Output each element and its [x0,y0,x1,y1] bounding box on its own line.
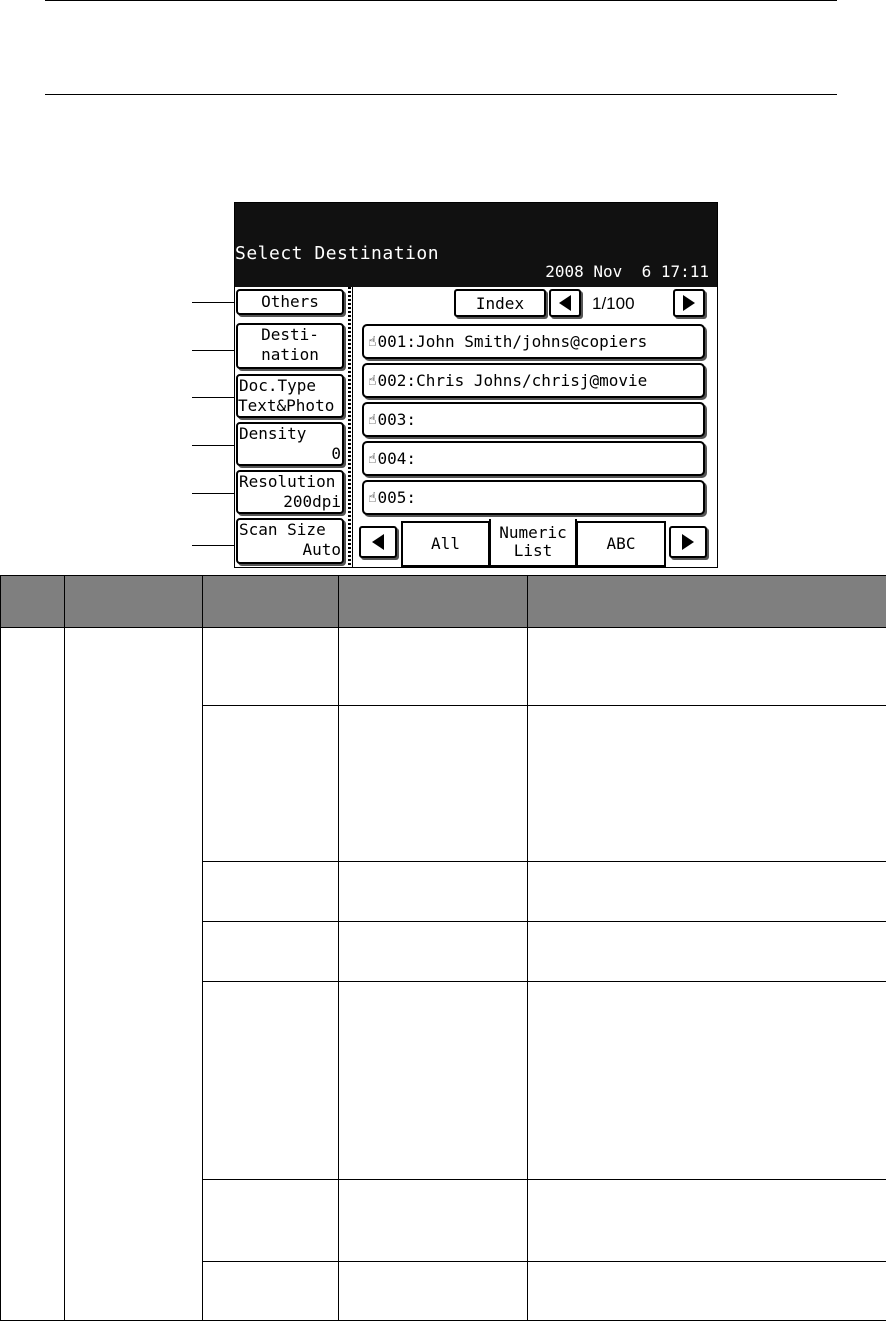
arrow-left-icon [372,534,384,550]
destination-button[interactable] [236,323,344,369]
doc-type-value: Text&Photo [238,396,342,416]
table-cell [339,628,528,706]
arrow-right-icon [683,295,695,311]
density-button[interactable] [236,422,344,466]
arrow-right-icon [682,534,694,550]
table-cell [528,1262,886,1321]
doc-type-button[interactable] [236,374,344,418]
header-cell [1,576,65,628]
scan-size-label: Scan Size [238,520,342,540]
destination-text: 001:John Smith/johns@copiers [378,332,648,351]
header-cell [528,576,886,628]
table-cell [339,982,528,1180]
destination-label-1: Desti- [238,325,342,345]
tab-all-label: All [431,535,460,553]
table-cell [203,706,339,862]
resolution-button[interactable] [236,470,344,514]
header-cell [339,576,528,628]
screen-title: Select Destination [235,243,439,264]
table-cell [203,628,339,706]
lcd-screen [234,202,718,568]
table-row [1,628,886,706]
header-cell [65,576,203,628]
table-cell [339,1180,528,1262]
destination-text: 003: [378,410,417,429]
table-cell [528,628,886,706]
table-cell [65,628,203,1321]
density-label: Density [238,424,342,444]
index-label: Index [476,294,524,313]
page-prev-button[interactable] [549,289,581,317]
table-header-row [1,576,886,628]
lcd-header [235,203,717,287]
tab-abc-label: ABC [607,535,636,553]
page-indicator: 1/100 [592,294,635,314]
doc-type-label: Doc.Type [238,376,342,396]
table-cell [203,1180,339,1262]
table-cell [339,1262,528,1321]
tab-all[interactable] [401,521,490,567]
column-divider-line [352,287,353,567]
table-cell [528,706,886,862]
table-cell [528,1180,886,1262]
table-cell [203,1262,339,1321]
tab-next-button[interactable] [669,526,707,558]
table-cell [339,922,528,982]
arrow-left-icon [559,295,571,311]
column-divider [348,287,351,567]
tab-numeric-list[interactable] [489,519,577,567]
destination-item[interactable] [362,441,705,476]
index-button[interactable] [454,289,546,317]
table-cell [528,922,886,982]
destination-text: 005: [378,488,417,507]
hand-pointer-icon: ☝ [368,451,377,467]
table-cell [528,982,886,1180]
resolution-label: Resolution [238,472,342,492]
others-label: Others [238,291,342,313]
destination-item[interactable] [362,324,705,359]
density-value: 0 [238,444,342,464]
table-cell [203,922,339,982]
table-cell [1,628,65,1321]
top-rule [45,0,837,1]
resolution-value: 200dpi [238,492,342,512]
destination-text: 002:Chris Johns/chrisj@movie [378,371,648,390]
tab-numeric-label-1: Numeric [499,524,566,542]
hand-pointer-icon: ☝ [368,334,377,350]
spec-table [0,575,886,1321]
destination-item[interactable] [362,480,705,515]
destination-label-2: nation [238,345,342,365]
tab-prev-button[interactable] [359,526,397,558]
hand-pointer-icon: ☝ [368,412,377,428]
destination-item[interactable] [362,363,705,398]
others-button[interactable] [236,289,344,315]
page-next-button[interactable] [673,289,705,317]
table-cell [203,862,339,922]
table-cell [528,862,886,922]
table-cell [339,706,528,862]
destination-item[interactable] [362,402,705,437]
tab-numeric-label-2: List [514,542,553,560]
scan-size-value: Auto [238,540,342,560]
header-rule [45,94,837,95]
header-cell [203,576,339,628]
tab-abc[interactable] [576,521,666,567]
table-cell [203,982,339,1180]
table-cell [339,862,528,922]
destination-text: 004: [378,449,417,468]
hand-pointer-icon: ☝ [368,490,377,506]
hand-pointer-icon: ☝ [368,373,377,389]
screen-clock: 2008 Nov 6 17:11 [545,262,709,281]
scan-size-button[interactable] [236,518,344,564]
